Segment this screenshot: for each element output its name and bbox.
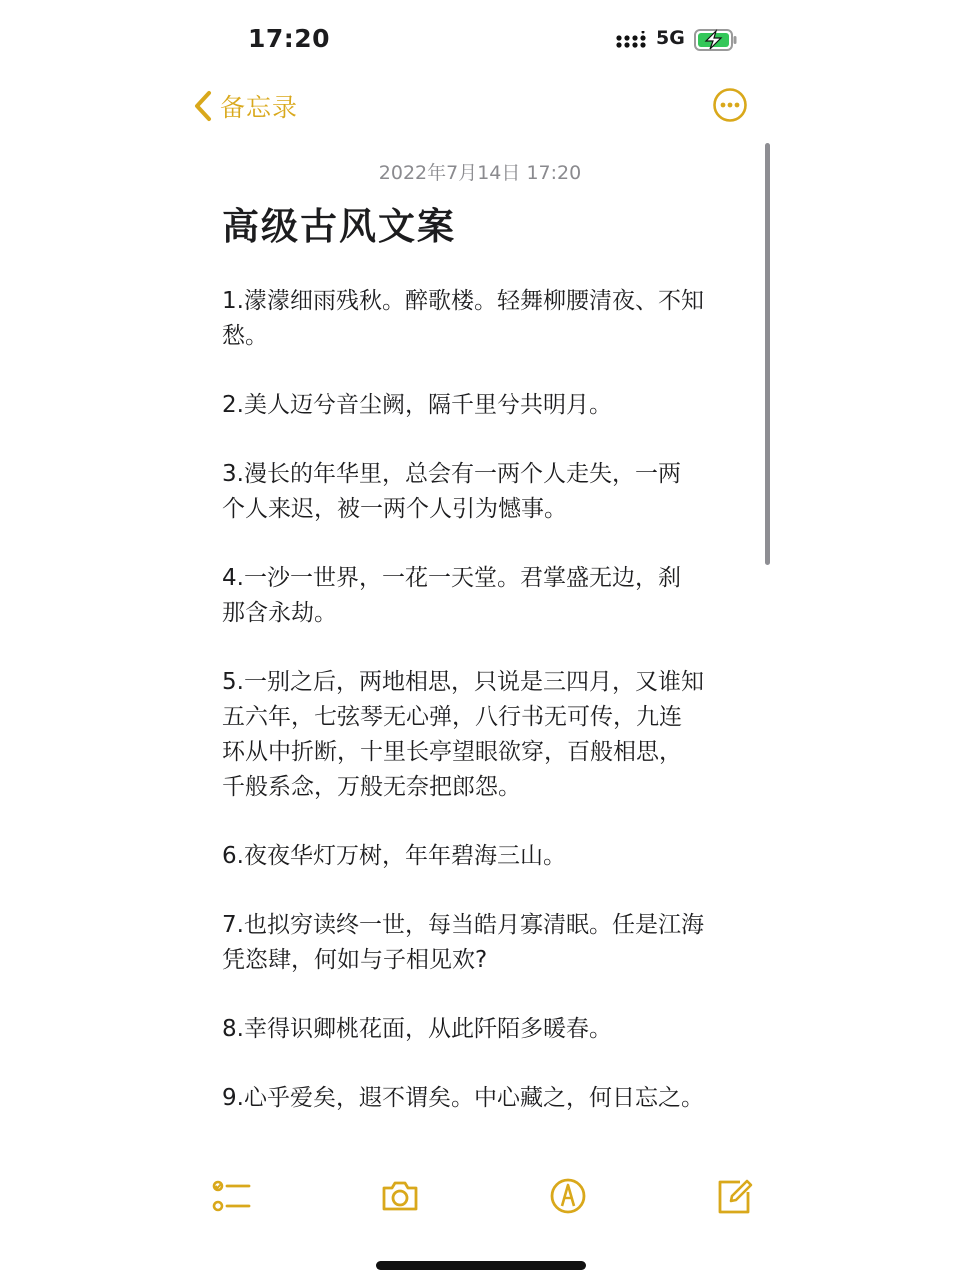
signal-icon	[616, 31, 648, 49]
note-paragraph: 4.一沙一世界，一花一天堂。君掌盛无边，刹 那含永劫。	[222, 565, 681, 626]
back-label: 备忘录	[220, 93, 299, 122]
compose-icon[interactable]	[714, 1176, 754, 1216]
back-button[interactable]	[192, 86, 298, 126]
note-paragraph: 8.幸得识卿桃花面，从此阡陌多暖春。	[222, 1016, 612, 1042]
note-paragraph: 7.也拟穷读终一世，每当皓月寡清眠。任是江海 凭恣肆，何如与子相见欢?	[222, 912, 704, 973]
note-paragraph: 6.夜夜华灯万树，年年碧海三山。	[222, 843, 566, 869]
status-time: 17:20	[248, 24, 331, 53]
bottom-toolbar	[0, 1168, 960, 1224]
note-title[interactable]: 高级古风文案	[222, 205, 456, 248]
note-paragraph: 3.漫长的年华里，总会有一两个人走失，一两 个人来迟，被一两个人引为憾事。	[222, 461, 681, 522]
note-paragraph: 5.一别之后，两地相思，只说是三四月，又谁知 五六年，七弦琴无心弹，八行书无可传，九连 环从中折断，十里长亭望眼欲穿，百般相思， 千般系念，万般无奈把郎怨。	[222, 669, 704, 800]
more-ellipsis-icon[interactable]	[712, 87, 748, 123]
chevron-left-icon	[192, 89, 214, 123]
scroll-indicator[interactable]	[765, 143, 770, 565]
note-date: 2022年7月14日 17:20	[378, 162, 582, 184]
note-paragraph: 1.濛濛细雨残秋。醉歌楼。轻舞柳腰清夜、不知 愁。	[222, 288, 704, 349]
note-body[interactable]	[222, 284, 746, 1150]
home-indicator[interactable]	[376, 1261, 586, 1270]
note-paragraph: 9.心乎爱矣，遐不谓矣。中心藏之，何日忘之。	[222, 1085, 704, 1111]
battery-charging-icon	[694, 28, 738, 52]
network-type: 5G	[656, 27, 685, 49]
checklist-icon[interactable]	[211, 1176, 251, 1216]
status-bar	[0, 0, 960, 80]
note-paragraph: 2.美人迈兮音尘阙，隔千里兮共明月。	[222, 392, 612, 418]
markup-pen-icon[interactable]	[548, 1176, 588, 1216]
camera-icon[interactable]	[380, 1176, 420, 1216]
